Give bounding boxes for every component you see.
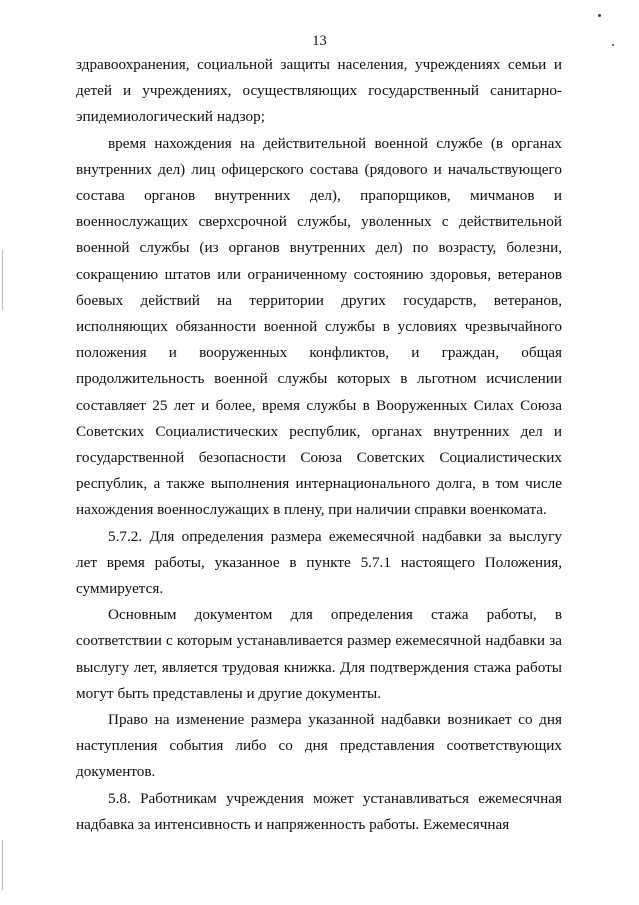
document-body — [76, 52, 562, 838]
page-number: 13 — [312, 33, 327, 49]
paragraph-right-to-change: Право на изменение размера указанной надбавки возникает со дня наступления события либо со дня представления соответствующих документов. — [76, 711, 562, 781]
scan-speck — [598, 14, 601, 17]
paragraph-main-document: Основным документом для определения стажа работы, в соответствии с которым устанавливается размер ежемесячной надбавки за выслугу лет, является трудовая книжка. Для подтверждения стажа работы могут быть представлены и другие документы. — [76, 606, 562, 702]
paragraph-5-8: 5.8. Работникам учреждения может устанавливаться ежемесячная надбавка за интенсивность и напряженность работы. Ежемесячная — [76, 789, 562, 833]
paragraph-5-7-2: 5.7.2. Для определения размера ежемесячной надбавки за выслугу лет время работы, указанное в пункте 5.7.1 настоящего Положения, суммируется. — [76, 527, 562, 598]
paragraph-military-service: время нахождения на действительной военной службе (в органах внутренних дел) лиц офицерского состава (рядового и начальствующего состава органов внутренних дел), прапорщиков, мичманов и военнослужащих сверхсрочной службы, уволенных с действительной военной службы (из органов внутренних дел) по возрасту, болезни, сокращению штатов или ограниченному состоянию здоровья, ветеранов боевых действий на территории других государств, ветеранов, исполняющих обязанности военной службы в условиях чрезвычайного положения и вооруженных конфликтов, и граждан, общая продолжительность военной службы которых в льготном исчислении составляет 25 лет и более, время службы в Вооруженных Силах Союза Советских Социалистических республик, органах внутренних дел и государственной безопасности Союза Советских Социалистических республик, а также выполнения интернационального долга, в том числе нахождения военнослужащих в плену, при наличии справки военкомата. — [76, 134, 562, 519]
scan-edge-mark — [2, 840, 3, 890]
paragraph-healthcare-continuation: здравоохранения, социальной защиты населения, учреждениях семьи и детей и учреждениях, осуществляющих государственный санитарно-эпидемиологический надзор; — [76, 56, 562, 126]
scan-speck — [612, 44, 614, 46]
scan-edge-mark — [2, 250, 3, 310]
